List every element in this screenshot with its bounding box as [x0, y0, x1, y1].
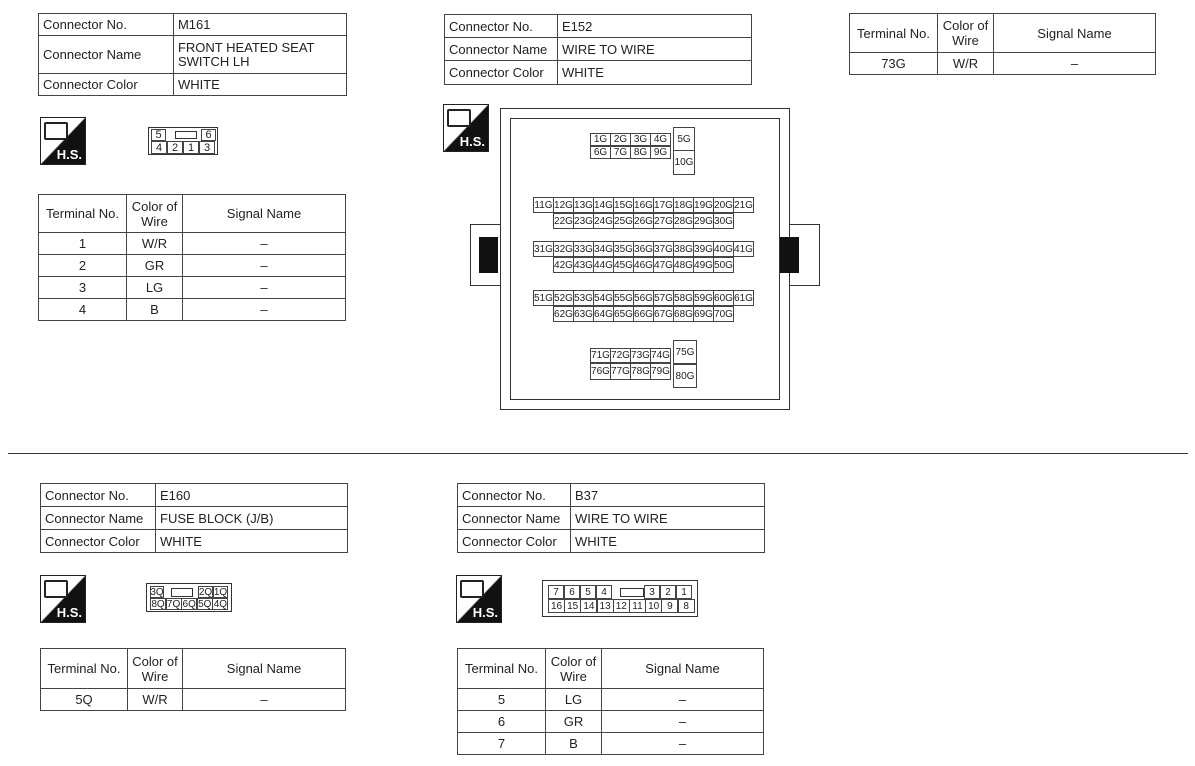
terminal-pin: 32G: [553, 241, 574, 257]
terminal-pin: 80G: [673, 364, 697, 388]
m161-terminal-table: [38, 194, 346, 321]
terminal-pin: 38G: [673, 241, 694, 257]
terminal-pin: 62G: [553, 306, 574, 322]
terminal-pin: 35G: [613, 241, 634, 257]
latch-icon: [175, 131, 197, 139]
e160-connector-face: [146, 583, 232, 612]
terminal-pin: 77G: [610, 363, 631, 380]
harness-side-icon: H.S.: [443, 104, 489, 152]
terminal-pin: 68G: [673, 306, 694, 322]
terminal-pin: 26G: [633, 213, 654, 229]
terminal-pin: 79G: [650, 363, 671, 380]
section-divider: [8, 453, 1188, 454]
connector-color: WHITE: [173, 74, 346, 96]
terminal-pin: 44G: [593, 257, 614, 273]
terminal-pin: 10G: [673, 150, 695, 175]
terminal-pin: 27G: [653, 213, 674, 229]
terminal-pin: 17G: [653, 197, 674, 213]
e152-terminal-table: Terminal No. Color of Wire Signal Name 73G W/R –: [849, 13, 1156, 75]
terminal-pin: 4: [596, 585, 612, 599]
terminal-pin: 76G: [590, 363, 611, 380]
terminal-pin: 8: [678, 599, 695, 613]
connector-no: E160: [156, 484, 348, 507]
terminal-pin: 57G: [653, 290, 674, 306]
terminal-pin: 3G: [630, 133, 651, 146]
connector-no: B37: [571, 484, 765, 507]
connector-color: WHITE: [558, 61, 752, 85]
terminal-pin: 12: [613, 599, 630, 613]
terminal-pin: 3: [644, 585, 660, 599]
terminal-pin: 6Q: [182, 598, 196, 610]
terminal-pin: 24G: [593, 213, 614, 229]
terminal-pin: 69G: [693, 306, 714, 322]
connector-no: M161: [173, 14, 346, 36]
terminal-pin: 59G: [693, 290, 714, 306]
table-row: 1 W/R –: [39, 233, 346, 255]
terminal-pin: 22G: [553, 213, 574, 229]
header: Color of Wire: [127, 195, 183, 233]
connector-color: WHITE: [156, 530, 348, 553]
e152-info-table: Connector No. E152 Connector Name WIRE TO WIRE Connector Color WHITE: [444, 14, 752, 85]
label: Connector Color: [39, 74, 174, 96]
terminal-pin: 1G: [590, 133, 611, 146]
terminal-pin: 41G: [733, 241, 754, 257]
terminal-pin: 65G: [613, 306, 634, 322]
terminal-pin: 5Q: [198, 598, 212, 610]
terminal-pin: 75G: [673, 340, 697, 364]
terminal-pin: 72G: [611, 350, 630, 361]
terminal-pin: 8Q: [151, 598, 165, 610]
terminal-pin: 54G: [593, 290, 614, 306]
terminal-pin: 61G: [733, 290, 754, 306]
terminal-pin: 10: [645, 599, 662, 613]
terminal-pin: 9G: [650, 146, 671, 159]
terminal-pin: 45G: [613, 257, 634, 273]
terminal-pin: 34G: [593, 241, 614, 257]
terminal-pin: 6: [201, 129, 216, 141]
terminal-pin: 5: [151, 129, 166, 141]
terminal-pin: 47G: [653, 257, 674, 273]
terminal-pin: 53G: [573, 290, 594, 306]
connector-name: FRONT HEATED SEAT SWITCH LH: [173, 36, 346, 74]
terminal-pin: 1: [183, 141, 199, 154]
harness-side-icon: H.S.: [40, 575, 86, 623]
m161-connector-face: [148, 127, 218, 155]
lock-tab-left: [479, 237, 498, 273]
connector-name: FUSE BLOCK (J/B): [156, 507, 348, 530]
terminal-pin: 14: [580, 599, 597, 613]
lock-tab-right: [780, 237, 799, 273]
terminal-pin: 36G: [633, 241, 654, 257]
terminal-pin: 11: [629, 599, 646, 613]
terminal-pin: 40G: [713, 241, 734, 257]
terminal-pin: 5: [580, 585, 596, 599]
terminal-pin: 19G: [693, 197, 714, 213]
terminal-pin: 66G: [633, 306, 654, 322]
label: Connector No.: [39, 14, 174, 36]
terminal-pin: 13: [597, 599, 614, 613]
terminal-pin: 46G: [633, 257, 654, 273]
harness-side-icon: H.S.: [40, 117, 86, 165]
terminal-pin: 4G: [650, 133, 671, 146]
terminal-pin: 56G: [633, 290, 654, 306]
connector-name: WIRE TO WIRE: [558, 38, 752, 61]
table-row: 3 LG –: [39, 277, 346, 299]
terminal-pin: 12G: [553, 197, 574, 213]
terminal-pin: 14G: [593, 197, 614, 213]
terminal-pin: 7G: [610, 146, 631, 159]
terminal-pin: 3: [199, 141, 215, 154]
terminal-pin: 6G: [590, 146, 611, 159]
terminal-pin: 63G: [573, 306, 594, 322]
table-row: 7 B –: [458, 733, 764, 755]
terminal-pin: 78G: [630, 363, 651, 380]
terminal-pin: 2Q: [198, 586, 213, 598]
table-row: 73G W/R –: [850, 53, 1156, 75]
latch-icon: [620, 588, 644, 597]
terminal-pin: 3Q: [150, 586, 164, 598]
harness-side-icon: H.S.: [456, 575, 502, 623]
terminal-pin: 25G: [613, 213, 634, 229]
terminal-pin: 70G: [713, 306, 734, 322]
terminal-pin: 28G: [673, 213, 694, 229]
terminal-pin: 11G: [533, 197, 554, 213]
terminal-pin: 29G: [693, 213, 714, 229]
connector-color: WHITE: [571, 530, 765, 553]
terminal-pin: 21G: [733, 197, 754, 213]
terminal-pin: 16: [548, 599, 565, 613]
table-row: 4 B –: [39, 299, 346, 321]
terminal-pin: 52G: [553, 290, 574, 306]
e160-info-table: Connector No. E160 Connector Name FUSE BLOCK (J/B) Connector Color WHITE: [40, 483, 348, 553]
terminal-pin: 58G: [673, 290, 694, 306]
terminal-pin: 1Q: [213, 586, 228, 598]
terminal-pin: 42G: [553, 257, 574, 273]
terminal-pin: 74G: [651, 350, 670, 361]
connector-no: E152: [558, 15, 752, 38]
terminal-pin: 18G: [673, 197, 694, 213]
connector-name: WIRE TO WIRE: [571, 507, 765, 530]
terminal-pin: 51G: [533, 290, 554, 306]
terminal-pin: 7: [548, 585, 564, 599]
terminal-pin: 15G: [613, 197, 634, 213]
terminal-pin: 15: [564, 599, 581, 613]
terminal-pin: 60G: [713, 290, 734, 306]
terminal-pin: 50G: [713, 257, 734, 273]
b37-terminal-table: Terminal No. Color of Wire Signal Name 5 LG – 6 GR – 7 B –: [457, 648, 764, 755]
terminal-pin: 4: [151, 141, 167, 154]
terminal-pin: 43G: [573, 257, 594, 273]
terminal-pin: 67G: [653, 306, 674, 322]
terminal-pin: 7Q: [166, 598, 181, 610]
terminal-pin: 49G: [693, 257, 714, 273]
b37-info-table: Connector No. B37 Connector Name WIRE TO WIRE Connector Color WHITE: [457, 483, 765, 553]
terminal-pin: 73G: [631, 350, 650, 361]
label: Connector Name: [39, 36, 174, 74]
terminal-pin: 1: [676, 585, 692, 599]
latch-icon: [171, 588, 193, 597]
header: Terminal No.: [39, 195, 127, 233]
terminal-pin: 2: [660, 585, 676, 599]
terminal-pin: 30G: [713, 213, 734, 229]
terminal-pin: 48G: [673, 257, 694, 273]
terminal-pin: 8G: [630, 146, 651, 159]
terminal-pin: 16G: [633, 197, 654, 213]
terminal-pin: 39G: [693, 241, 714, 257]
terminal-pin: 33G: [573, 241, 594, 257]
terminal-pin: 6: [564, 585, 580, 599]
e160-terminal-table: Terminal No. Color of Wire Signal Name 5Q W/R –: [40, 648, 346, 711]
table-row: 5 LG –: [458, 689, 764, 711]
terminal-pin: 37G: [653, 241, 674, 257]
terminal-pin: 13G: [573, 197, 594, 213]
b37-connector-face: [542, 580, 698, 617]
terminal-pin: 5G: [673, 127, 695, 151]
table-row: 6 GR –: [458, 711, 764, 733]
terminal-pin: 23G: [573, 213, 594, 229]
terminal-pin: 64G: [593, 306, 614, 322]
terminal-pin: 71G: [591, 350, 610, 361]
table-row: 2 GR –: [39, 255, 346, 277]
m161-info-table: [38, 13, 347, 96]
terminal-pin: 20G: [713, 197, 734, 213]
header: Signal Name: [183, 195, 346, 233]
table-row: 5Q W/R –: [41, 689, 346, 711]
terminal-pin: 31G: [533, 241, 554, 257]
terminal-pin: 9: [661, 599, 678, 613]
terminal-pin: 55G: [613, 290, 634, 306]
terminal-pin: 2: [167, 141, 183, 154]
terminal-pin: 2G: [610, 133, 631, 146]
terminal-pin: 4Q: [213, 598, 228, 610]
